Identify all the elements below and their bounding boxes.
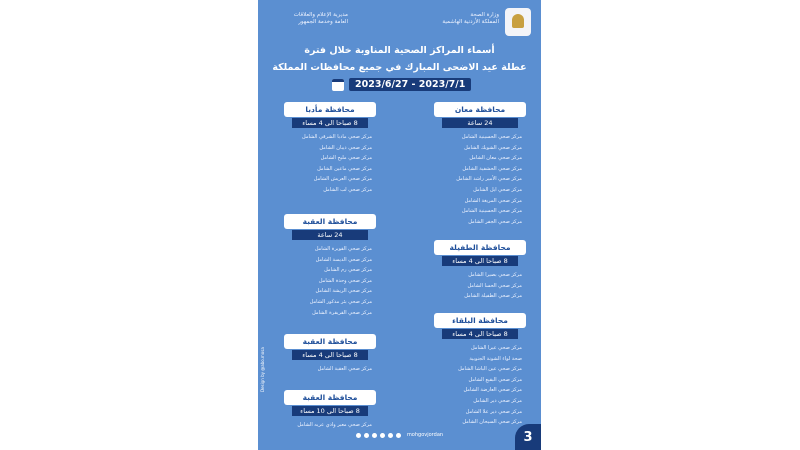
- governorate-card: [434, 240, 526, 302]
- date-range-row: [332, 78, 471, 91]
- poster: [258, 0, 541, 450]
- list-item: مركز صحي ماعين الشامل: [317, 165, 372, 172]
- department-name: مديرية الإعلام والعلاقات العامة وخدمة الجمهور: [293, 12, 348, 25]
- governorate-name: محافظة البلقاء: [434, 313, 526, 328]
- list-item: مركز صحي الجفر الشامل: [468, 218, 522, 225]
- list-item: مركز صحي الحشفية الشامل: [462, 165, 522, 172]
- date-range: 2023/6/27 - 2023/7/1: [349, 78, 471, 91]
- list-item: مركز صحي معان الشامل: [469, 155, 522, 162]
- governorate-hours: 24 ساعة: [442, 118, 518, 128]
- governorate-card: [284, 214, 376, 318]
- list-item: مركز صحي عين الباشا الشامل: [458, 366, 522, 373]
- center-list: [284, 420, 372, 431]
- governorate-card: [284, 102, 376, 196]
- list-item: مركز صحي العارضة الشامل: [463, 387, 522, 394]
- list-item: مركز صحي مليح الشامل: [320, 155, 372, 162]
- governorate-card: [434, 102, 526, 227]
- list-item: مركز صحي بئر مذكور الشامل: [309, 298, 372, 305]
- ministry-name: وزارة الصحة المملكة الأردنية الهاشمية: [442, 12, 499, 25]
- center-list: [284, 364, 372, 375]
- governorate-hours: 8 صباحا الى 4 مساء: [292, 350, 368, 360]
- governorate-card: [434, 313, 526, 428]
- governorate-name: محافظة معان: [434, 102, 526, 117]
- page-title: [258, 42, 541, 76]
- center-list: [284, 244, 372, 318]
- list-item: مركز صحي الديسة الشامل: [315, 256, 372, 263]
- twitter-icon: [372, 433, 377, 438]
- list-item: صحة لواء الشونة الجنوبية: [469, 355, 522, 362]
- instagram-icon: [356, 433, 361, 438]
- governorate-name: محافظة العقبة: [284, 334, 376, 349]
- list-item: مركز صحي ذيبان الشامل: [319, 144, 372, 151]
- telegram-icon: [396, 433, 401, 438]
- ministry-logo-icon: [505, 8, 531, 36]
- list-item: مركز صحي الشوبك الشامل: [464, 144, 522, 151]
- governorate-card: [284, 390, 376, 431]
- governorate-name: محافظة مأدبا: [284, 102, 376, 117]
- list-item: مركز صحي الحسينية الشامل: [461, 208, 522, 215]
- list-item: مركز صحي بصيرا الشامل: [468, 272, 522, 278]
- list-item: مركز صحي العقبة الشامل: [317, 366, 372, 372]
- social-footer: [258, 432, 541, 438]
- governorate-hours: 8 صباحا الى 10 مساء: [292, 406, 368, 416]
- list-item: مركز صحي لب الشامل: [323, 186, 372, 193]
- governorate-name: محافظة الطفيلة: [434, 240, 526, 255]
- list-item: مركز صحي السيحان الشامل: [462, 419, 522, 426]
- governorate-hours: 8 صباحا الى 4 مساء: [442, 329, 518, 339]
- governorate-hours: 8 صباحا الى 4 مساء: [442, 256, 518, 266]
- list-item: مركز صحي العريش الشامل: [313, 176, 372, 183]
- facebook-icon: [364, 433, 369, 438]
- list-item: مركز صحي مادبا الشرقي الشامل: [302, 134, 372, 140]
- center-list: [434, 343, 522, 428]
- list-item: مركز صحي دير الشامل: [473, 397, 522, 404]
- list-item: مركز صحي ايل الشامل: [473, 186, 522, 193]
- calendar-icon: [332, 79, 344, 91]
- governorate-name: محافظة العقبة: [284, 390, 376, 405]
- list-item: مركز صحي الحسا الشامل: [467, 282, 522, 289]
- governorate-hours: 24 ساعة: [292, 230, 368, 240]
- title-line-2: عطلة عيد الاضحى المبارك في جميع محافظات المملكة: [272, 62, 527, 73]
- list-item: مركز صحي عيرا الشامل: [471, 345, 522, 351]
- list-item: مركز صحي البقيع الشامل: [468, 376, 522, 383]
- list-item: مركز صحي رم الشامل: [324, 267, 372, 274]
- list-item: مركز صحي الريشة الشامل: [315, 288, 372, 295]
- governorate-card: [284, 334, 376, 375]
- email-icon: [388, 433, 393, 438]
- governorate-name: محافظة العقبة: [284, 214, 376, 229]
- list-item: مركز صحي القريقرة الشامل: [312, 309, 372, 316]
- center-list: [434, 132, 522, 227]
- list-item: مركز صحي وحدة الشامل: [318, 277, 372, 284]
- governorate-hours: 8 صباحا الى 4 مساء: [292, 118, 368, 128]
- title-line-1: أسماء المراكز الصحية المناوبة خلال فترة: [304, 45, 495, 56]
- list-item: مركز صحي الحسينية الشامل: [461, 134, 522, 140]
- list-item: مركز صحي الطفيلة الشامل: [464, 293, 522, 300]
- center-list: [434, 270, 522, 302]
- youtube-icon: [380, 433, 385, 438]
- list-item: مركز صحي المريغة الشامل: [464, 197, 522, 204]
- design-credit: Design by @abo.mosa: [260, 347, 265, 393]
- list-item: مركز صحي الأمير راشد الشامل: [456, 176, 522, 183]
- list-item: مركز صحي معبر وادي عربه الشامل: [297, 422, 372, 428]
- list-item: مركز صحي القويرة الشامل: [314, 246, 372, 252]
- social-handle: mohgovjordan: [406, 432, 444, 438]
- center-list: [284, 132, 372, 196]
- list-item: مركز صحي دير علا الشامل: [465, 408, 522, 415]
- page-number: 3: [515, 424, 541, 450]
